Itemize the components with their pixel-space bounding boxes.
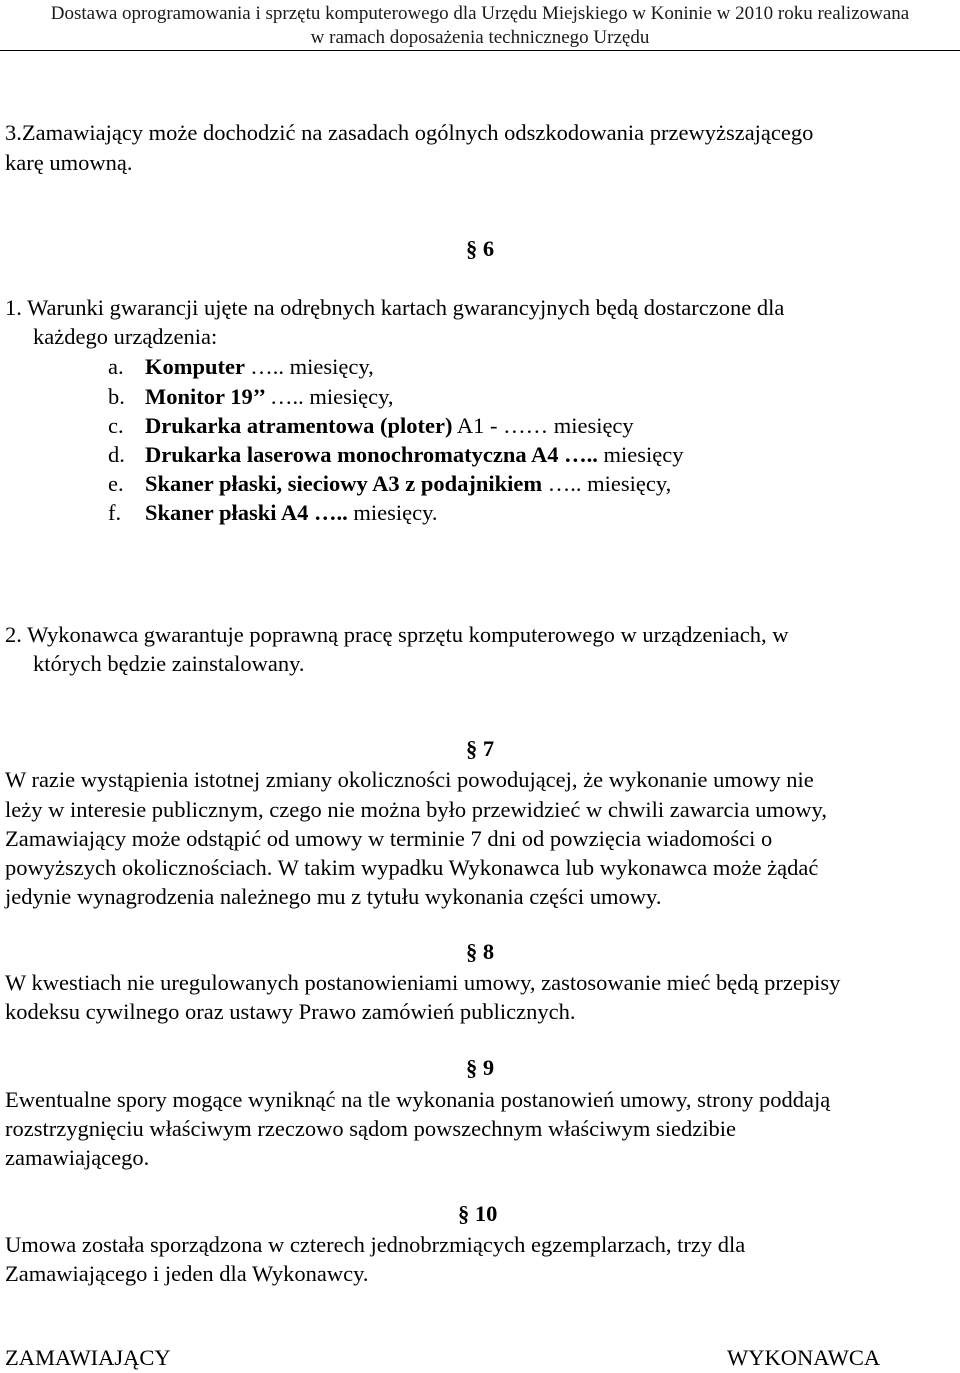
signature-wykonawca: WYKONAWCA	[727, 1345, 881, 1370]
header-line-1: Dostawa oprogramowania i sprzętu komputerowego dla Urzędu Miejskiego w Koninie w 2010 roku realizowana	[50, 3, 910, 24]
s10-line: Umowa została sporządzona w czterech jednobrzmiących egzemplarzach, trzy dla	[5, 1232, 746, 1257]
list-item-rest: miesięcy.	[347, 500, 438, 525]
list-item-name: Drukarka laserowa monochromatyczna A4 …..	[145, 442, 598, 467]
list-item-rest: miesięcy	[597, 442, 684, 467]
list-item	[108, 382, 394, 411]
s6-item1-line-1: 1. Warunki gwarancji ujęte na odrębnych kartach gwarancyjnych będą dostarczone dla	[5, 295, 785, 320]
list-item	[108, 352, 374, 381]
section-7-mark: § 7	[466, 736, 495, 761]
s7-line: leży w interesie publicznym, czego nie można było przewidzieć w chwili zawarcia umowy,	[5, 797, 827, 822]
list-item	[108, 469, 671, 498]
s7-line: jedynie wynagrodzenia należnego mu z tytułu wykonania części umowy.	[5, 884, 662, 909]
s8-line: kodeksu cywilnego oraz ustawy Prawo zamówień publicznych.	[5, 999, 576, 1024]
s6-item1-line-2: każdego urządzenia:	[33, 324, 218, 349]
list-item-rest: ….. miesięcy,	[269, 384, 394, 409]
signature-zamawiajacy: ZAMAWIAJĄCY	[5, 1345, 171, 1370]
s7-line: W razie wystąpienia istotnej zmiany okoliczności powodującej, że wykonanie umowy nie	[5, 767, 814, 792]
list-item-name: Monitor 19’’	[145, 384, 270, 409]
section-8-mark: § 8	[466, 939, 495, 964]
para3-line-1: 3.Zamawiający może dochodzić na zasadach ogólnych odszkodowania przewyższającego	[5, 120, 814, 145]
s7-line: Zamawiający może odstąpić od umowy w terminie 7 dni od powzięcia wiadomości o	[5, 826, 773, 851]
s10-line: Zamawiającego i jeden dla Wykonawcy.	[5, 1261, 369, 1286]
list-letter: d.	[108, 442, 125, 467]
section-6-mark: § 6	[466, 236, 495, 261]
s6-item2-line-2: których będzie zainstalowany.	[33, 651, 305, 676]
list-item-rest: ….. miesięcy,	[547, 471, 672, 496]
list-item-name: Drukarka atramentowa (ploter)	[145, 413, 453, 438]
list-item-rest: ….. miesięcy,	[250, 354, 374, 379]
list-item-rest: A1 - …… miesięcy	[452, 413, 634, 438]
list-letter: c.	[108, 413, 124, 438]
s8-line: W kwestiach nie uregulowanych postanowieniami umowy, zastosowanie mieć będą przepisy	[5, 970, 841, 995]
s9-line: rozstrzygnięciu właściwym rzeczowo sądom powszechnym właściwym siedzibie	[5, 1116, 737, 1141]
section-10-mark: § 10	[458, 1201, 498, 1226]
list-letter: f.	[108, 500, 122, 525]
s9-line: zamawiającego.	[5, 1145, 150, 1170]
s9-line: Ewentualne spory mogące wyniknąć na tle wykonania postanowień umowy, strony poddają	[5, 1087, 831, 1112]
section-9-mark: § 9	[466, 1055, 495, 1080]
list-item	[108, 498, 438, 527]
para3-line-2: karę umowną.	[5, 150, 133, 175]
list-item-name: Skaner płaski A4 …..	[145, 500, 348, 525]
list-item	[108, 411, 634, 440]
list-item-name: Skaner płaski, sieciowy A3 z podajnikiem	[145, 471, 548, 496]
s6-item2-line-1: 2. Wykonawca gwarantuje poprawną pracę sprzętu komputerowego w urządzeniach, w	[5, 622, 789, 647]
header-rule	[0, 50, 960, 51]
list-letter: e.	[108, 471, 124, 496]
list-letter: b.	[108, 384, 125, 409]
list-letter: a.	[108, 354, 124, 379]
list-item-name: Komputer	[145, 354, 251, 379]
s7-line: powyższych okolicznościach. W takim wypadku Wykonawca lub wykonawca może żądać	[5, 855, 819, 880]
list-item	[108, 440, 684, 469]
header-line-2: w ramach doposażenia technicznego Urzędu	[310, 27, 650, 48]
